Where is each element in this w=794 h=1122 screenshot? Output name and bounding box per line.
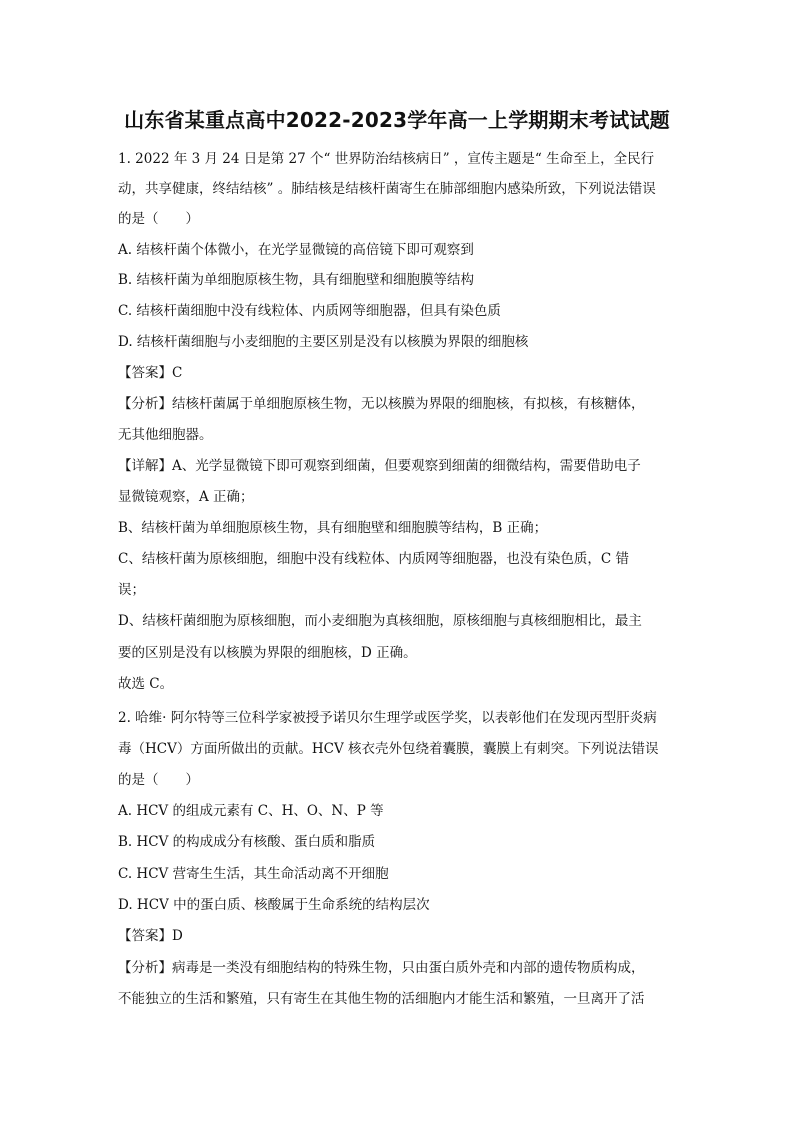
q1-conclusion: 故选 C。 [118,676,174,692]
q2-option-a: A. HCV 的组成元素有 C、H、O、N、P 等 [118,803,384,819]
document-title: 山东省某重点高中2022-2023学年高一上学期期末考试试题 [124,108,670,132]
q2-stem-line-1: 2. 哈维· 阿尔特等三位科学家被授予诺贝尔生理学或医学奖，以表彰他们在发现丙型肝炎病 [118,710,657,726]
q2-stem-line-3: 的是（ ） [118,772,199,788]
q1-analysis-line-2: 无其他细胞器。 [118,427,213,443]
q1-option-c: C. 结核杆菌细胞中没有线粒体、内质网等细胞器，但具有染色质 [118,303,501,319]
q2-option-b: B. HCV 的构成成分有核酸、蛋白质和脂质 [118,834,376,850]
q1-option-b: B. 结核杆菌为单细胞原核生物，具有细胞壁和细胞膜等结构 [118,272,475,288]
q1-stem-line-3: 的是（ ） [118,211,199,227]
q1-option-a: A. 结核杆菌个体微小，在光学显微镜的高倍镜下即可观察到 [118,242,474,258]
q1-detail-line-1: 【详解】A、光学显微镜下即可观察到细菌，但要观察到细菌的细微结构，需要借助电子 [118,458,641,474]
q1-detail-line-7: 要的区别是没有以核膜为界限的细胞核，D 正确。 [118,645,417,661]
q1-detail-line-3: B、结核杆菌为单细胞原核生物，具有细胞壁和细胞膜等结构，B 正确； [118,520,548,536]
q1-option-d: D. 结核杆菌细胞与小麦细胞的主要区别是没有以核膜为界限的细胞核 [118,334,529,350]
q2-option-c: C. HCV 营寄生生活，其生命活动离不开细胞 [118,866,389,882]
q2-analysis-line-1: 【分析】病毒是一类没有细胞结构的特殊生物，只由蛋白质外壳和内部的遗传物质构成， [118,960,645,976]
q2-stem-line-2: 毒（HCV）方面所做出的贡献。HCV 核衣壳外包绕着囊膜，囊膜上有刺突。下列说法错误 [118,741,659,757]
q1-detail-line-5: 误； [118,582,145,598]
q2-analysis-line-2: 不能独立的生活和繁殖，只有寄生在其他生物的活细胞内才能生活和繁殖，一旦离开了活 [118,991,645,1007]
q1-stem-line-1: 1. 2022 年 3 月 24 日是第 27 个“ 世界防治结核病日” ，宣传主题是“ 生命至上，全民行 [118,151,655,167]
q2-option-d: D. HCV 中的蛋白质、核酸属于生命系统的结构层次 [118,897,430,913]
q1-answer: 【答案】C [118,365,183,381]
q1-detail-line-4: C、结核杆菌为原核细胞，细胞中没有线粒体、内质网等细胞器，也没有染色质，C 错 [118,551,629,567]
q1-detail-line-2: 显微镜观察，A 正确； [118,489,254,505]
q2-answer: 【答案】D [118,928,183,944]
q1-stem-line-2: 动，共享健康，终结结核” 。肺结核是结核杆菌寄生在肺部细胞内感染所致，下列说法错误 [118,181,656,197]
q1-analysis-line-1: 【分析】结核杆菌属于单细胞原核生物，无以核膜为界限的细胞核，有拟核，有核糖体， [118,396,645,412]
q1-detail-line-6: D、结核杆菌细胞为原核细胞，而小麦细胞为真核细胞，原核细胞与真核细胞相比，最主 [118,613,642,629]
